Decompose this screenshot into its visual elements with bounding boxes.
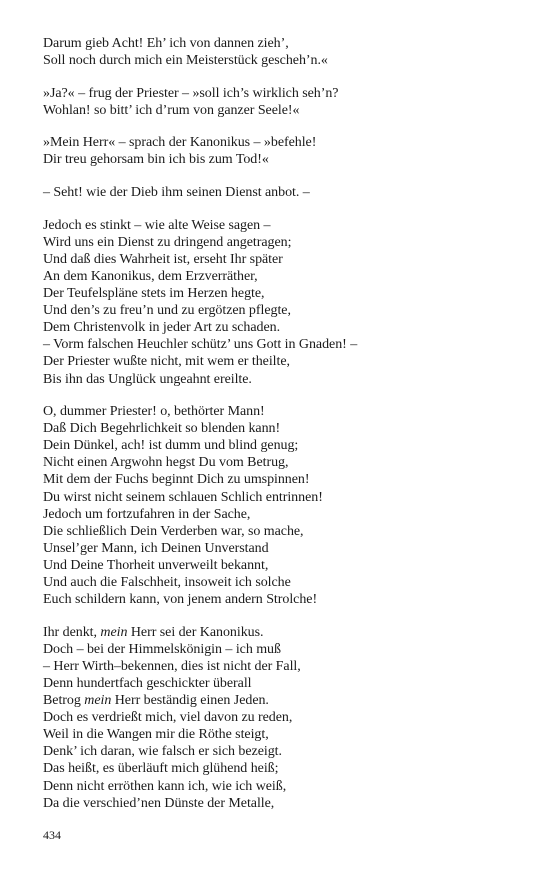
stanza (43, 403, 523, 608)
verse-line: »Ja?« – frug der Priester – »soll ich’s wirklich seh’n? (43, 85, 339, 101)
verse-line: Jedoch um fortzufahren in der Sache, (43, 506, 251, 522)
verse-line: Bis ihn das Unglück ungeahnt ereilte. (43, 371, 252, 387)
verse-line: Dir treu gehorsam bin ich bis zum Tod!« (43, 152, 269, 168)
stanza (43, 134, 523, 168)
verse-line: Das heißt, es überläuft mich glühend heiß; (43, 761, 279, 777)
verse-line: Unsel’ger Mann, ich Deinen Unverstand (43, 540, 269, 556)
verse-line: Denn hundertfach geschickter überall (43, 676, 252, 691)
verse-line: Du wirst nicht seinem schlauen Schlich entrinnen! (43, 489, 323, 505)
verse-line: Euch schildern kann, von jenem andern Strolche! (43, 592, 318, 608)
verse-line: Doch – bei der Himmelskönigin – ich muß (43, 641, 281, 657)
verse-line: Dein Dünkel, ach! ist dumm und blind genug; (43, 438, 299, 454)
verse-line: »Mein Herr« – sprach der Kanonikus – »befehle! (43, 135, 317, 151)
verse-line: Die schließlich Dein Verderben war, so mache, (43, 523, 304, 539)
verse-line: Mit dem der Fuchs beginnt Dich zu umspinnen! (43, 472, 310, 488)
verse-line: – Seht! wie der Dieb ihm seinen Dienst anbot. – (43, 185, 310, 201)
verse-line: Und daß dies Wahrheit ist, erseht Ihr später (43, 251, 283, 267)
verse-line: Wohlan! so bitt’ ich d’rum von ganzer Seele!« (43, 102, 300, 118)
verse-line: Weil in die Wangen mir die Röthe steigt, (43, 727, 269, 743)
verse-line: Darum gieb Acht! Eh’ ich von dannen zieh’, (43, 36, 289, 51)
verse-line: O, dummer Priester! o, bethörter Mann! (43, 404, 265, 420)
page-number: 434 (43, 828, 61, 842)
verse-line: Nicht einen Argwohn hegst Du vom Betrug, (43, 455, 289, 471)
verse-line: – Herr Wirth–bekennen, dies ist nicht der Fall, (43, 658, 301, 674)
verse-line: Soll noch durch mich ein Meisterstück gescheh’n.« (43, 53, 328, 69)
verse-line: Dem Christenvolk in jeder Art zu schaden. (43, 320, 281, 336)
verse-line: Da die verschied’nen Dünste der Metalle, (43, 795, 275, 811)
verse-line: Und auch die Falschheit, insoweit ich solche (43, 575, 291, 591)
stanza (43, 624, 523, 812)
emphasis: mein (84, 693, 112, 709)
verse-line: Daß Dich Begehrlichkeit so blenden kann! (43, 421, 281, 437)
verse-line: – Vorm falschen Heuchler schütz’ uns Gott in Gnaden! – (43, 337, 358, 353)
verse-line: Und Deine Thorheit unverweilt bekannt, (43, 557, 269, 573)
stanza (43, 217, 523, 388)
verse-line: Denk’ ich daran, wie falsch er sich bezeigt. (43, 744, 282, 760)
verse-line: Jedoch es stinkt – wie alte Weise sagen – (43, 217, 271, 233)
verse-line: An dem Kanonikus, dem Erzverräther, (43, 268, 258, 284)
verse-line: Denn nicht erröthen kann ich, wie ich weiß, (43, 778, 287, 794)
stanza (43, 184, 523, 201)
verse-line: Betrog mein Herr beständig einen Jeden. (43, 693, 269, 709)
stanza (43, 35, 523, 69)
verse-line: Wird uns ein Dienst zu dringend angetragen; (43, 234, 292, 250)
emphasis: mein (100, 624, 128, 640)
verse-line: Doch es verdrießt mich, viel davon zu reden, (43, 710, 293, 726)
stanza (43, 85, 523, 119)
verse-line: Und den’s zu freu’n und zu ergötzen pflegte, (43, 303, 291, 319)
verse-line: Ihr denkt, mein Herr sei der Kanonikus. (43, 624, 264, 640)
verse-line: Der Priester wußte nicht, mit wem er theilte, (43, 354, 290, 370)
verse-line: Der Teufelspläne stets im Herzen hegte, (43, 286, 265, 302)
poem-body (43, 35, 523, 827)
